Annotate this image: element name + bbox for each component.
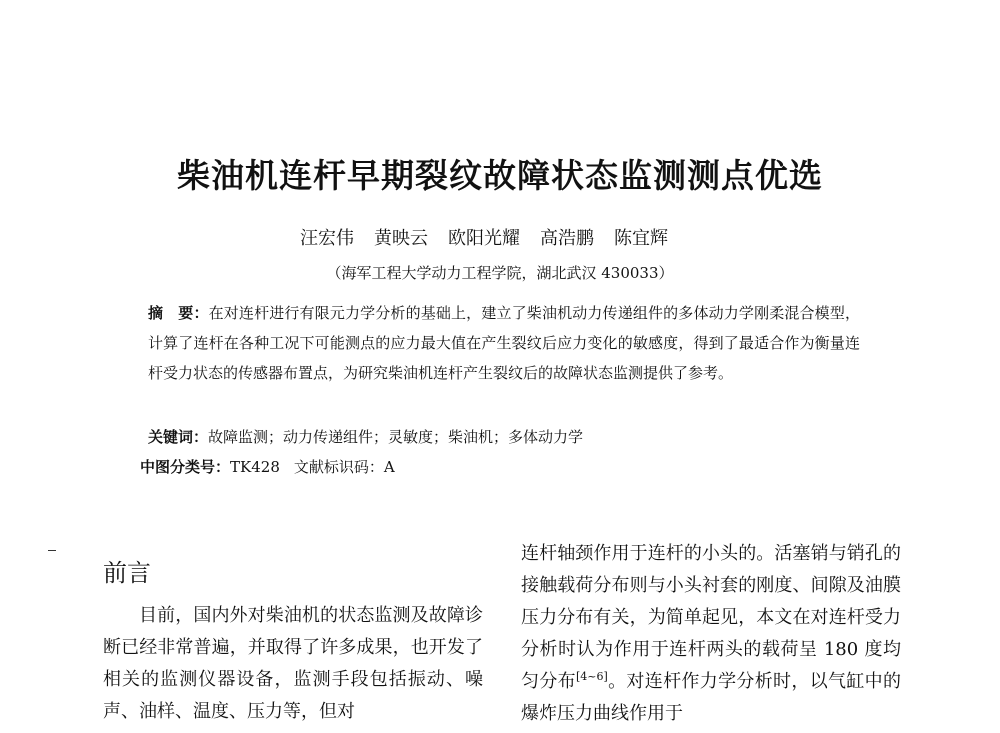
classification-line bbox=[140, 456, 395, 477]
author-name: 高浩鹏 bbox=[540, 228, 594, 249]
abstract-label: 摘 要： bbox=[148, 304, 209, 322]
body-text-right-column bbox=[521, 538, 901, 730]
citation: [4~6] bbox=[575, 670, 608, 683]
document-code-value: A bbox=[383, 458, 395, 476]
keywords-label: 关键词： bbox=[148, 428, 209, 446]
classification-label: 中图分类号： bbox=[140, 458, 231, 476]
keywords bbox=[148, 426, 583, 447]
body-text-part: 连杆轴颈作用于连杆的小头的。活塞销与销孔的接触载荷分布则与小头衬套的刚度、间隙及油膜压力分布有关，为简单起见，本文在对连杆受力分析时认为作用于连杆两头的载荷呈 180 度均匀分布 bbox=[521, 543, 901, 692]
body-text-left-column: 目前，国内外对柴油机的状态监测及故障诊断已经非常普遍，并取得了许多成果，也开发了相关的监测仪器设备，监测手段包括振动、噪声、油样、温度、压力等，但对 bbox=[103, 605, 483, 722]
author-name: 汪宏伟 bbox=[300, 228, 354, 249]
section-heading: 前言 bbox=[103, 559, 151, 587]
author-name: 陈宜辉 bbox=[614, 228, 668, 249]
author-name: 黄映云 bbox=[374, 228, 428, 249]
document-code-label: 文献标识码： bbox=[293, 458, 384, 476]
abstract-text: 在对连杆进行有限元力学分析的基础上，建立了柴油机动力传递组件的多体动力学刚柔混合模型，计算了连杆在各种工况下可能测点的应力最大值在产生裂纹后应力变化的敏感度，得到了最适合作为衡量连杆受力状态的传感器布置点，为研究柴油机连杆产生裂纹后的故障状态监测提供了参考。 bbox=[148, 304, 860, 382]
author-affiliation: （海军工程大学动力工程学院，湖北武汉 430033） bbox=[326, 264, 674, 282]
margin-mark bbox=[48, 550, 56, 551]
paper-title: 柴油机连杆早期裂纹故障状态监测测点优选 bbox=[177, 156, 823, 195]
body-text-part: 。对连杆作力学分析时，以气缸中的爆炸压力曲线作用于 bbox=[521, 671, 902, 724]
classification-value: TK428 bbox=[230, 458, 280, 476]
abstract bbox=[148, 298, 860, 388]
keywords-text: 故障监测；动力传递组件；灵敏度；柴油机；多体动力学 bbox=[208, 428, 584, 446]
author-name: 欧阳光耀 bbox=[448, 228, 520, 249]
author-list bbox=[300, 224, 668, 250]
